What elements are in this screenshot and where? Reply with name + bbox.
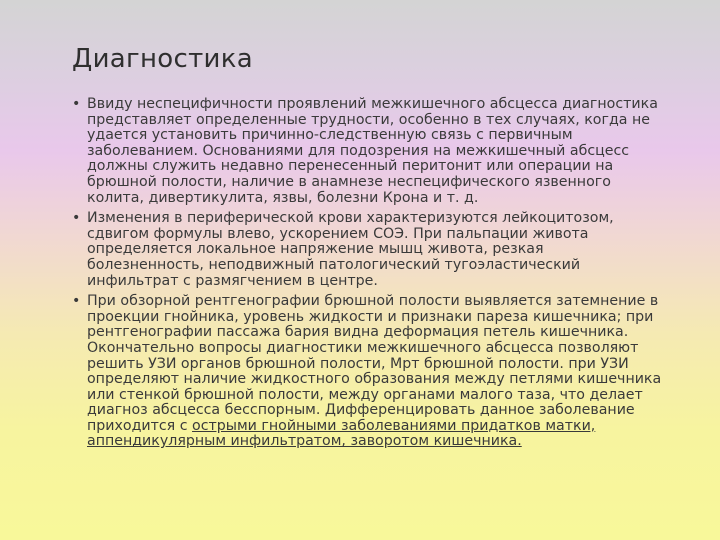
underlined-text: острыми гнойными заболеваниями придатков матки, аппендикулярным инфильтратом, заворотом кишечника. xyxy=(87,417,596,450)
bullet-text: При обзорной рентгенографии брюшной полости выявляется затемнение в проекции гнойника, уровень жидкости и признаки пареза кишечника; при рентгенографии пассажа бария видна деформация петель кишечника. Окончательно вопросы диагностики межкишечного абсцесса позволяют решить УЗИ органов брюшной полости, Мрт брюшной полости. при УЗИ определяют наличие жидкостного образования между петлями кишечника или стенкой брюшной полости, между органами малого таза, что делает диагноз абсцесса бесспорным. Дифференцировать данное заболевание приходится с xyxy=(87,293,662,434)
slide-title: Диагностика xyxy=(72,44,253,74)
bullet-text: Изменения в периферической крови характеризуются лейкоцитозом, сдвигом формулы влево, ускорением СОЭ. При пальпации живота определяется локальное напряжение мышц живота, резкая болезненность, неподвижный патологический тугоэластический инфильтрат с размягчением в центре. xyxy=(87,210,614,289)
bullet-text: Ввиду неспецифичности проявлений межкишечного абсцесса диагностика представляет определенные трудности, особенно в тех случаях, когда не удается установить причинно-следственную связь с первичным заболеванием. Основаниями для подозрения на межкишечный абсцесс должны служить недавно перенесенный перитонит или операции на брюшной полости, наличие в анамнезе неспецифического язвенного колита, дивертикулита, язвы, болезни Крона и т. д. xyxy=(87,96,658,206)
bullet-item xyxy=(72,97,662,206)
bullet-marker: • xyxy=(72,96,81,112)
bullet-marker: • xyxy=(72,210,81,227)
bullet-item xyxy=(72,211,662,289)
bullet-item xyxy=(72,294,662,450)
bullet-marker: • xyxy=(72,293,81,310)
bullet-list xyxy=(72,97,662,455)
